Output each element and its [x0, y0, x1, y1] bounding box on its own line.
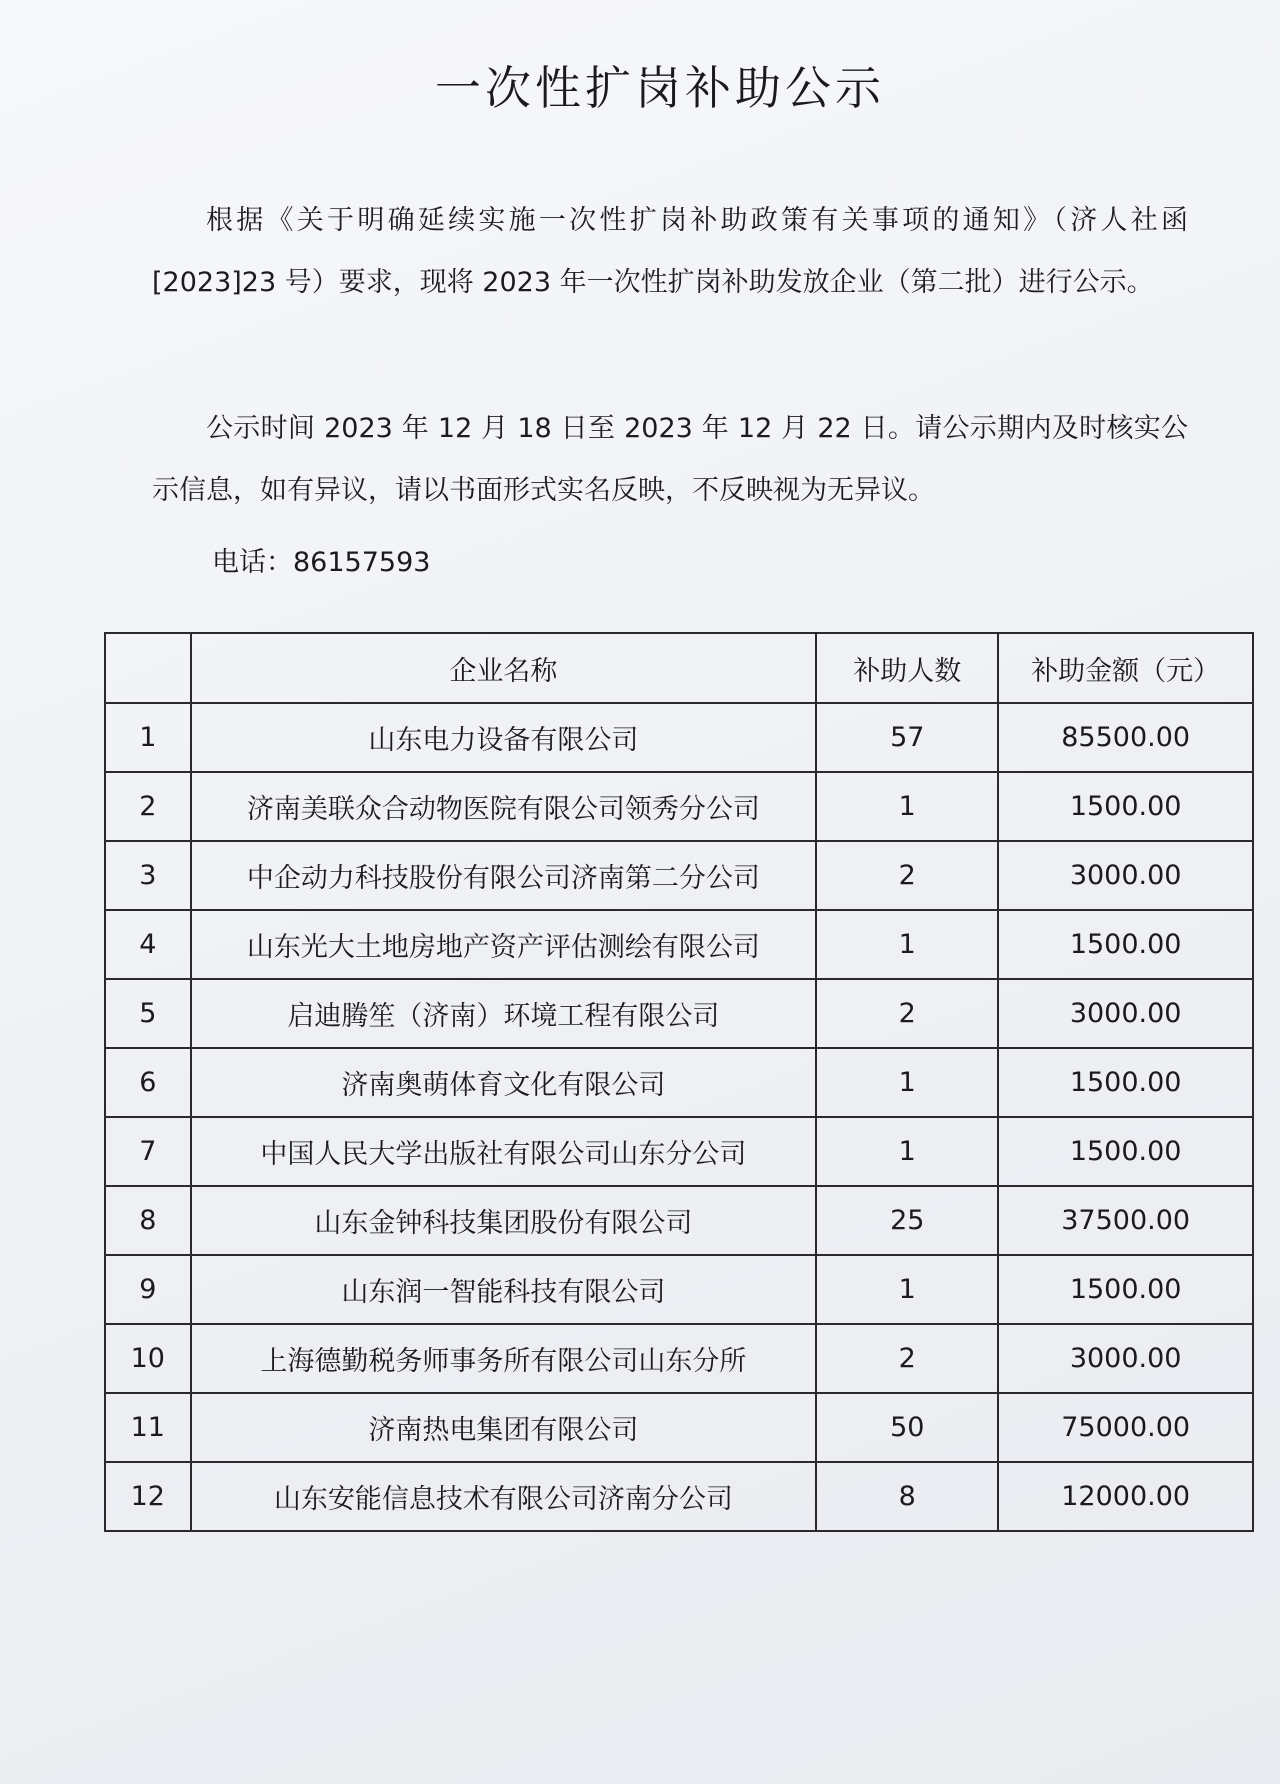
table-row — [105, 841, 1253, 910]
row-index: 11 — [105, 1393, 191, 1462]
row-count: 1 — [816, 910, 998, 979]
row-index: 9 — [105, 1255, 191, 1324]
table-header-row — [105, 633, 1253, 703]
row-count: 2 — [816, 841, 998, 910]
row-index: 4 — [105, 910, 191, 979]
row-company: 山东光大土地房地产资产评估测绘有限公司 — [191, 910, 817, 979]
table-row — [105, 1117, 1253, 1186]
row-index: 8 — [105, 1186, 191, 1255]
row-amount: 12000.00 — [998, 1462, 1253, 1531]
row-company: 上海德勤税务师事务所有限公司山东分所 — [191, 1324, 817, 1393]
header-index — [105, 633, 191, 703]
table-row — [105, 1393, 1253, 1462]
row-amount: 3000.00 — [998, 1324, 1253, 1393]
row-index: 1 — [105, 703, 191, 772]
table-row — [105, 1186, 1253, 1255]
row-amount: 1500.00 — [998, 1117, 1253, 1186]
phone-number: 86157593 — [293, 547, 431, 578]
notice-paragraph-period — [152, 398, 1188, 522]
row-count: 1 — [816, 1255, 998, 1324]
table-row — [105, 979, 1253, 1048]
row-company: 山东润一智能科技有限公司 — [191, 1255, 817, 1324]
row-count: 8 — [816, 1462, 998, 1531]
row-amount: 75000.00 — [998, 1393, 1253, 1462]
table-row — [105, 1048, 1253, 1117]
row-index: 12 — [105, 1462, 191, 1531]
table-row — [105, 1462, 1253, 1531]
row-count: 2 — [816, 979, 998, 1048]
row-company: 中企动力科技股份有限公司济南第二分公司 — [191, 841, 817, 910]
row-company: 山东安能信息技术有限公司济南分公司 — [191, 1462, 817, 1531]
row-index: 6 — [105, 1048, 191, 1117]
header-count: 补助人数 — [816, 633, 998, 703]
row-amount: 1500.00 — [998, 1048, 1253, 1117]
subsidy-table — [104, 632, 1254, 1532]
paragraph-text: 公示时间 2023 年 12 月 18 日至 2023 年 12 月 22 日。请公示期内及时核实公示信息，如有异议，请以书面形式实名反映，不反映视为无异议。 — [152, 413, 1188, 506]
row-count: 1 — [816, 1048, 998, 1117]
row-count: 1 — [816, 772, 998, 841]
table-row — [105, 772, 1253, 841]
header-amount: 补助金额（元） — [998, 633, 1253, 703]
table-row — [105, 910, 1253, 979]
row-index: 2 — [105, 772, 191, 841]
row-company: 山东电力设备有限公司 — [191, 703, 817, 772]
row-amount: 37500.00 — [998, 1186, 1253, 1255]
row-amount: 1500.00 — [998, 772, 1253, 841]
paragraph-text: 根据《关于明确延续实施一次性扩岗补助政策有关事项的通知》（济人社函[2023]23 号）要求，现将 2023 年一次性扩岗补助发放企业（第二批）进行公示。 — [152, 205, 1188, 298]
row-amount: 1500.00 — [998, 1255, 1253, 1324]
row-company: 济南美联众合动物医院有限公司领秀分公司 — [191, 772, 817, 841]
row-index: 5 — [105, 979, 191, 1048]
row-count: 50 — [816, 1393, 998, 1462]
row-amount: 3000.00 — [998, 841, 1253, 910]
row-company: 中国人民大学出版社有限公司山东分公司 — [191, 1117, 817, 1186]
table-row — [105, 703, 1253, 772]
row-company: 济南热电集团有限公司 — [191, 1393, 817, 1462]
row-index: 10 — [105, 1324, 191, 1393]
row-index: 3 — [105, 841, 191, 910]
header-company: 企业名称 — [191, 633, 817, 703]
row-count: 1 — [816, 1117, 998, 1186]
row-company: 山东金钟科技集团股份有限公司 — [191, 1186, 817, 1255]
row-amount: 1500.00 — [998, 910, 1253, 979]
row-company: 济南奥萌体育文化有限公司 — [191, 1048, 817, 1117]
contact-phone — [212, 532, 430, 594]
table-row — [105, 1255, 1253, 1324]
notice-paragraph-basis — [152, 190, 1188, 314]
row-count: 25 — [816, 1186, 998, 1255]
row-count: 57 — [816, 703, 998, 772]
row-count: 2 — [816, 1324, 998, 1393]
phone-label: 电话： — [212, 547, 293, 578]
table-row — [105, 1324, 1253, 1393]
row-amount: 3000.00 — [998, 979, 1253, 1048]
document-title: 一次性扩岗补助公示 — [435, 61, 885, 115]
row-index: 7 — [105, 1117, 191, 1186]
row-company: 启迪腾笙（济南）环境工程有限公司 — [191, 979, 817, 1048]
row-amount: 85500.00 — [998, 703, 1253, 772]
